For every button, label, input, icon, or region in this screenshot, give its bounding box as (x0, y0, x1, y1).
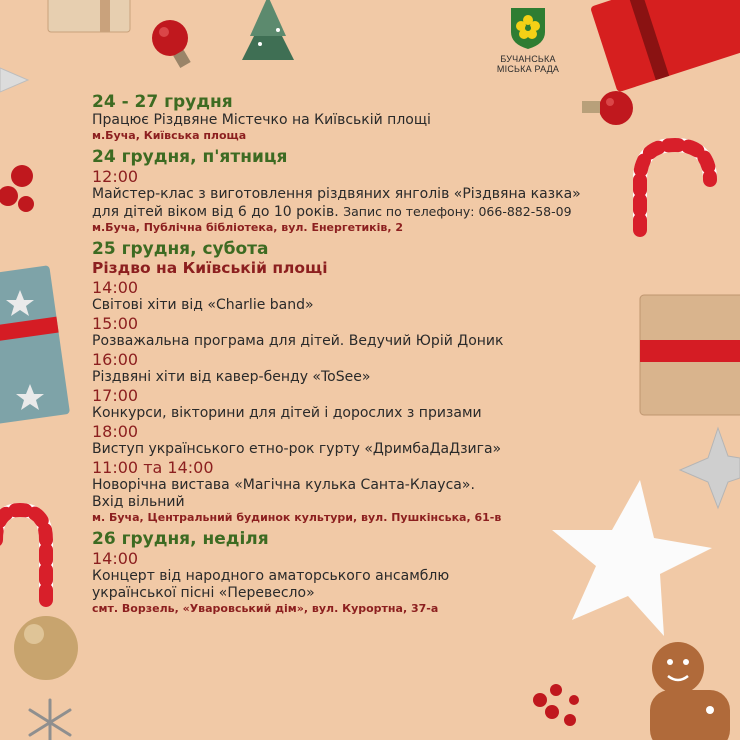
event-description: Майстер-клас з виготовлення різдвяних янголів «Різдвяна казка» (92, 186, 581, 202)
program-item (92, 314, 652, 350)
program-time: 15:00 (92, 314, 139, 333)
event-phone: Запис по телефону: 066-882-58-09 (343, 204, 572, 219)
program-item (92, 278, 652, 314)
event-schedule (92, 92, 652, 616)
program-item (92, 350, 652, 386)
program-item (92, 422, 652, 458)
logo-line-2: МІСЬКА РАДА (496, 64, 560, 74)
event-date: 26 грудня, неділя (92, 529, 269, 549)
logo-text (478, 54, 578, 74)
program-description: Розважальна програма для дітей. Ведучий Юрій Доник (92, 333, 504, 349)
red-gift-box-icon (590, 0, 740, 93)
red-berries-icon (533, 684, 579, 726)
red-berries-icon (0, 165, 34, 212)
program-time: 18:00 (92, 422, 139, 441)
kraft-gift-box-icon (640, 295, 740, 415)
event-time: 12:00 (92, 167, 139, 186)
star-gift-box-icon (0, 265, 70, 425)
program-description: Різдвяні хіти від кавер-бенду «ToSee» (92, 369, 371, 385)
event-block-4 (92, 529, 652, 616)
gingerbread-man-icon (650, 642, 730, 740)
glitter-star-icon (680, 428, 740, 508)
program-time: 14:00 (92, 278, 139, 297)
program-time: 17:00 (92, 386, 139, 405)
silver-ornament-icon (0, 68, 28, 92)
program-entry-note: Вхід вільний (92, 494, 185, 510)
snowflake-icon (30, 700, 70, 740)
program-time: 16:00 (92, 350, 139, 369)
program-description: Виступ українського етно-рок гурту «ДримбаДаДзига» (92, 441, 502, 457)
event-location: смт. Ворзель, «Уваровський дім», вул. Курортна, 37-а (92, 602, 439, 615)
event-date: 24 грудня, п'ятниця (92, 147, 288, 167)
event-subtitle: Різдво на Київській площі (92, 259, 328, 277)
event-date: 25 грудня, субота (92, 239, 269, 259)
event-description-line-2: української пісні «Перевесло» (92, 585, 315, 601)
program-item (92, 386, 652, 422)
program-description: Конкурси, вікторини для дітей і дорослих з призами (92, 405, 482, 421)
event-description: Концерт від народного аматорського ансамблю (92, 568, 450, 584)
event-description-line-2 (92, 203, 652, 221)
event-block-3 (92, 239, 652, 525)
event-location: м.Буча, Київська площа (92, 129, 247, 142)
city-council-logo (478, 6, 578, 74)
red-bauble-icon (152, 20, 191, 68)
gift-box-icon (48, 0, 130, 32)
program-time: 11:00 та 14:00 (92, 458, 214, 477)
event-location: м.Буча, Публічна бібліотека, вул. Енергетиків, 2 (92, 221, 404, 234)
candy-cane-icon (0, 510, 46, 600)
event-date: 24 - 27 грудня (92, 92, 233, 112)
program-description: Новорічна вистава «Магічна кулька Санта-Клауса». (92, 477, 475, 493)
gold-bauble-icon (14, 616, 78, 680)
event-audience: для дітей віком від 6 до 10 років. (92, 204, 339, 220)
pine-tree-icon (242, 0, 294, 60)
event-description: Працює Різдвяне Містечко на Київській площі (92, 112, 431, 128)
event-time: 14:00 (92, 549, 139, 568)
event-location: м. Буча, Центральний будинок культури, вул. Пушкінська, 61-в (92, 511, 502, 524)
program-item-show (92, 458, 652, 525)
event-block-1 (92, 92, 652, 143)
logo-line-1: БУЧАНСЬКА (500, 54, 556, 64)
program-description: Світові хіти від «Charlie band» (92, 297, 314, 313)
coat-of-arms-icon (509, 6, 547, 50)
event-block-2 (92, 147, 652, 235)
